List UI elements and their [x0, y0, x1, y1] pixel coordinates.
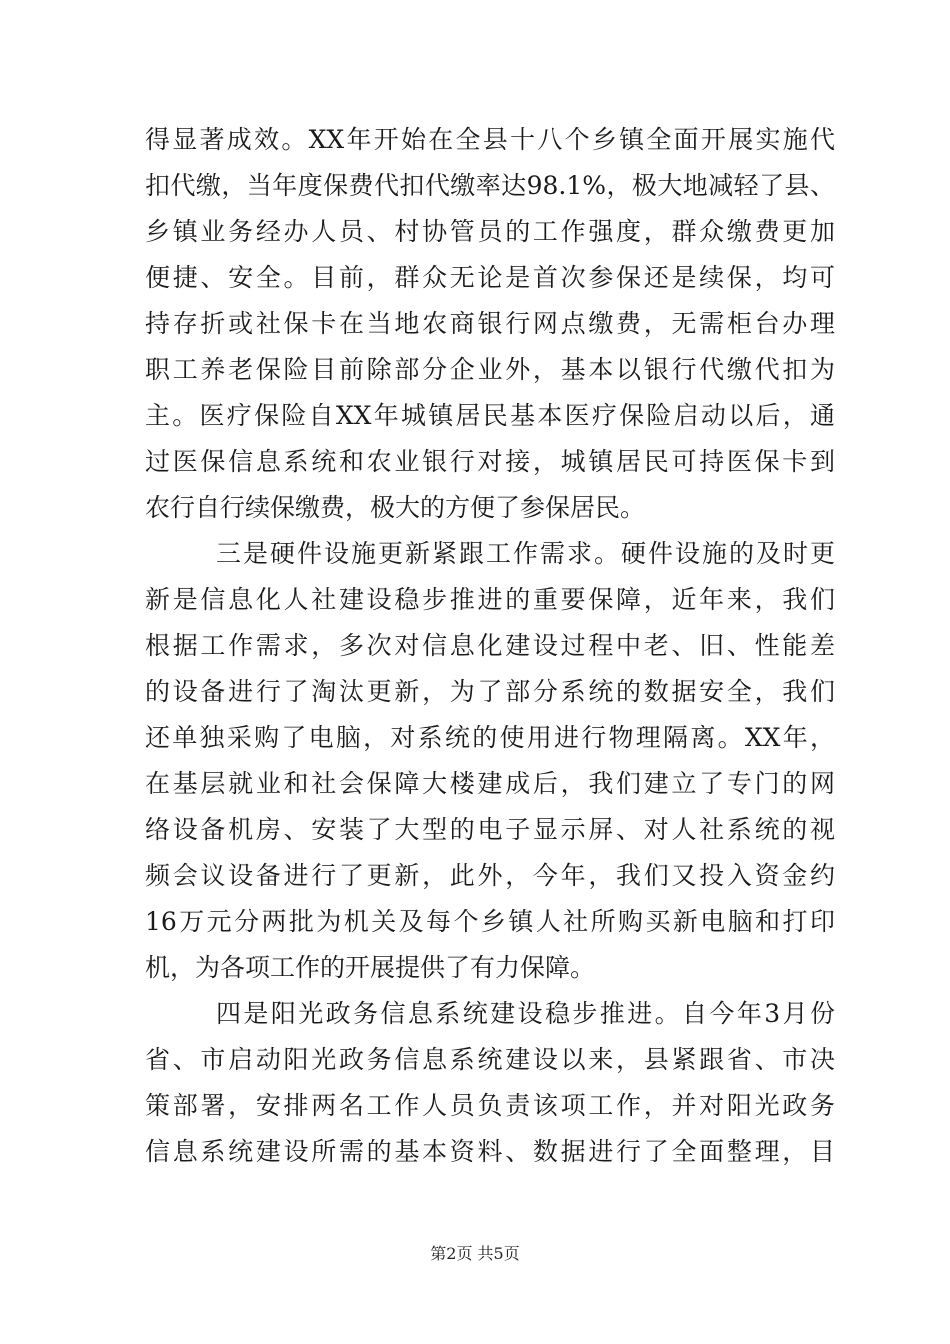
body-line: 络设备机房、安装了大型的电子显示屏、对人社系统的视 — [145, 815, 835, 844]
body-line: 扣代缴，当年度保费代扣代缴率达98.1%，极大地减轻了县、 — [145, 171, 835, 200]
paragraph-last-line: 农行自行续保缴费，极大的方便了参保居民。 — [145, 493, 646, 522]
paragraph-heading-line: 四是阳光政务信息系统建设稳步推进。自今年3月份 — [216, 999, 835, 1028]
body-line: 省、市启动阳光政务信息系统建设以来，县紧跟省、市决 — [145, 1045, 835, 1074]
body-line: 的设备进行了淘汰更新，为了部分系统的数据安全，我们 — [145, 677, 835, 706]
body-line: 新是信息化人社建设稳步推进的重要保障，近年来，我们 — [145, 585, 835, 614]
page-footer: 第2页 共5页 — [430, 1244, 520, 1263]
paragraph-heading-line: 三是硬件设施更新紧跟工作需求。硬件设施的及时更 — [216, 539, 835, 568]
body-line: 策部署，安排两名工作人员负责该项工作，并对阳光政务 — [145, 1091, 835, 1120]
paragraph-last-line: 机，为各项工作的开展提供了有力保障。 — [145, 953, 596, 982]
body-line: 得显著成效。XX年开始在全县十八个乡镇全面开展实施代 — [145, 125, 835, 154]
body-line: 过医保信息系统和农业银行对接，城镇居民可持医保卡到 — [145, 447, 835, 476]
body-line: 持存折或社保卡在当地农商银行网点缴费，无需柜台办理 — [145, 309, 835, 338]
body-line: 信息系统建设所需的基本资料、数据进行了全面整理，目 — [145, 1137, 835, 1166]
body-line: 16万元分两批为机关及每个乡镇人社所购买新电脑和打印 — [145, 907, 835, 936]
body-line: 频会议设备进行了更新，此外，今年，我们又投入资金约 — [145, 861, 835, 890]
body-line: 便捷、安全。目前，群众无论是首次参保还是续保，均可 — [145, 263, 835, 292]
body-line: 根据工作需求，多次对信息化建设过程中老、旧、性能差 — [145, 631, 835, 660]
body-line: 还单独采购了电脑，对系统的使用进行物理隔离。XX年， — [145, 723, 835, 752]
body-line: 主。医疗保险自XX年城镇居民基本医疗保险启动以后，通 — [145, 401, 835, 430]
body-line: 在基层就业和社会保障大楼建成后，我们建立了专门的网 — [145, 769, 835, 798]
body-line: 乡镇业务经办人员、村协管员的工作强度，群众缴费更加 — [145, 217, 835, 246]
body-line: 职工养老保险目前除部分企业外，基本以银行代缴代扣为 — [145, 355, 835, 384]
